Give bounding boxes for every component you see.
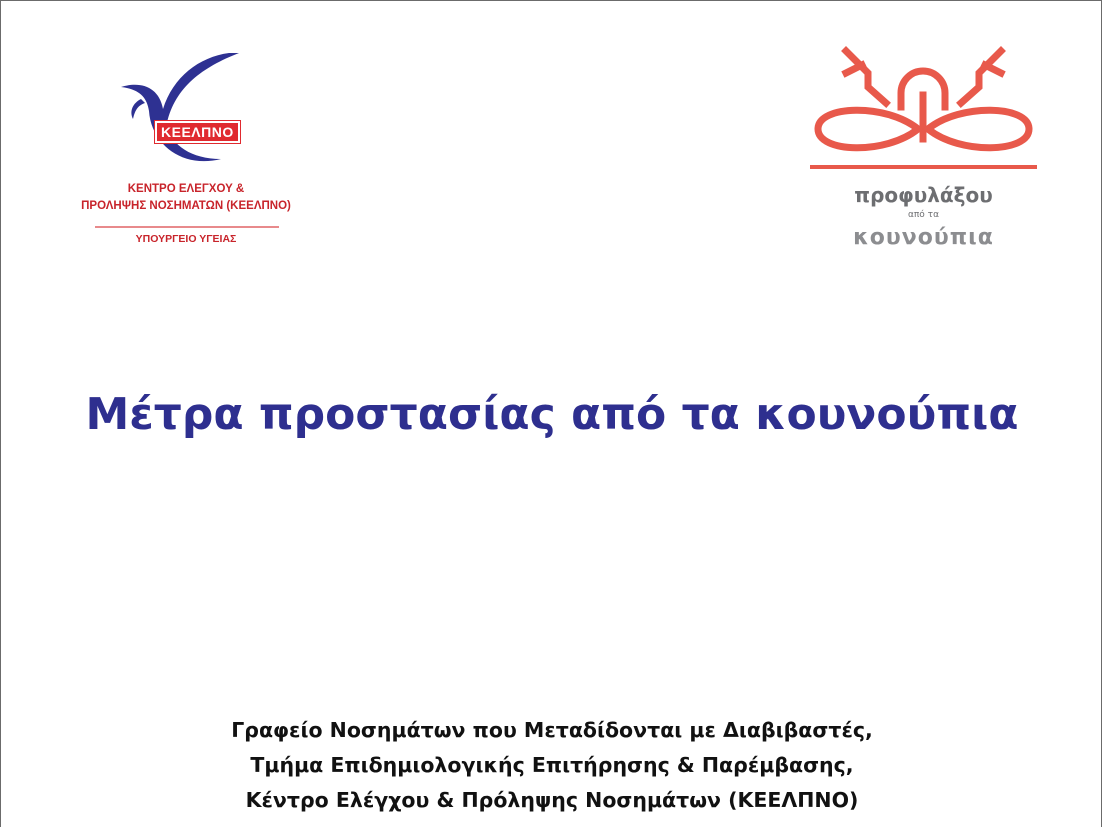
campaign-text-line1: προφυλάξου [854,183,993,207]
footer-line3: Κέντρο Ελέγχου & Πρόληψης Νοσημάτων (ΚΕΕΛΠΝΟ) [245,788,859,812]
campaign-text-line3: κουνούπια [853,225,994,250]
mosquito-icon [806,43,1041,173]
keelpno-logo [51,43,321,258]
dove-icon [111,47,251,177]
organization-name [51,181,321,215]
organization-name-line2: ΠΡΟΛΗΨΗΣ ΝΟΣΗΜΑΤΩΝ (ΚΕΕΛΠΝΟ) [81,200,291,212]
footer-line2: Τμήμα Επιδημιολογικής Επιτήρησης & Παρέμβασης, [250,753,854,777]
footer-credits [1,713,1102,818]
organization-name-line1: ΚΕΝΤΡΟ ΕΛΕΓΧΟΥ & [127,183,245,195]
logo-divider [95,226,279,228]
ministry-name: ΥΠΟΥΡΓΕΙΟ ΥΓΕΙΑΣ [135,233,237,245]
campaign-text-line2: από τα [907,210,940,220]
footer-line1: Γραφείο Νοσημάτων που Μεταδίδονται με Διαβιβαστές, [231,718,873,742]
campaign-logo [806,43,1041,258]
page-title: Μέτρα προστασίας από τα κουνούπια [85,389,1019,440]
keelpno-badge: ΚΕΕΛΠΝΟ [155,121,240,143]
